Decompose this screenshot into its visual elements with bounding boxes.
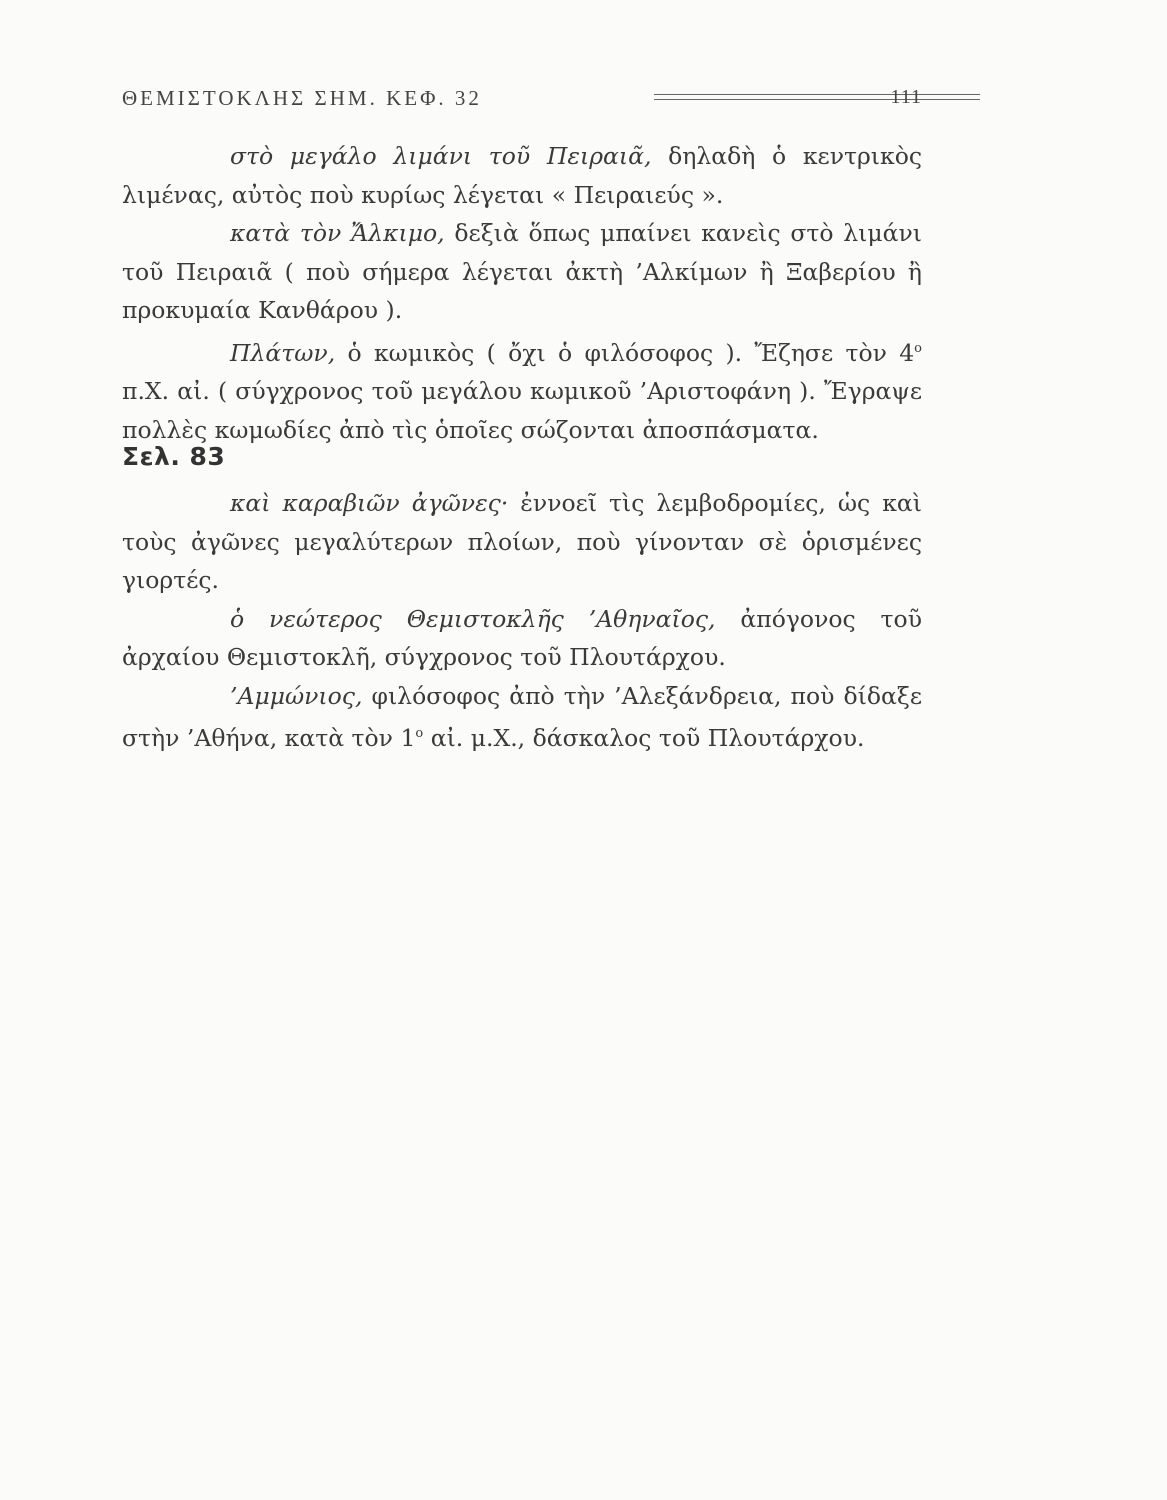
header-double-rule [654,94,980,100]
note-lemma: στὸ μεγάλο λιμάνι τοῦ Πειραιᾶ, [230,142,652,170]
running-header [122,86,922,116]
note-paragraph [122,137,922,214]
note-paragraph [122,330,922,450]
superscript-ordinal: ο [415,726,424,741]
page-number: 111 [890,86,922,108]
note-paragraph [122,484,922,600]
note-lemma: καὶ καραβιῶν ἀγῶνες· [230,489,509,517]
notes-block-2 [122,484,922,758]
note-text: ἐννοεῖ τὶς λεμβοδρομίες, ὡς καὶ τοὺς ἀγῶνες μεγαλύτερων πλοίων, ποὺ γίνονταν σὲ ὁρισμένες γιορτές. [122,489,922,594]
section-heading: Σελ. 83 [122,442,226,471]
note-text: ὁ κωμικὸς ( ὄχι ὁ φιλόσοφος ). Ἔζησε τὸν 4 [335,338,915,367]
superscript-ordinal: ο [914,340,922,356]
note-lemma: Πλάτων, [230,338,336,367]
note-lemma: κατὰ τὸν Ἄλκιμο, [230,219,445,247]
running-title: ΘΕΜΙΣΤΟΚΛΗΣ ΣΗΜ. ΚΕΦ. 32 [122,86,482,110]
note-paragraph [122,677,922,758]
note-lemma: ’Αμμώνιος, [230,681,363,710]
note-text: δηλαδὴ ὁ κεντρικὸς λιμένας, αὐτὸς ποὺ κυρίως λέγεται « Πειραιεύς ». [122,142,923,209]
note-text: φιλόσοφος ἀπὸ τὴν ’Αλεξάνδρεια, ποὺ δίδαξε στὴν ’Αθήνα, κατὰ τὸν 1 [122,681,922,752]
note-text: αἰ. μ.Χ., δάσκαλος τοῦ Πλουτάρχου. [423,724,865,752]
note-text: π.Χ. αἰ. ( σύγχρονος τοῦ μεγάλου κωμικοῦ ’Αριστοφάνη ). Ἔγραψε πολλὲς κωμωδίες ἀπὸ τὶς ὁποῖες σώζονται ἀποσπάσματα. [122,377,922,444]
note-text: ἀπόγονος τοῦ ἀρχαίου Θεμιστοκλῆ, σύγχρονος τοῦ Πλουτάρχου. [122,604,922,671]
note-text: δεξιὰ ὅπως μπαίνει κανεὶς στὸ λιμάνι τοῦ Πειραιᾶ ( ποὺ σήμερα λέγεται ἀκτὴ ’Αλκίμων ἢ Ξαβερίου ἢ προκυμαία Κανθάρου ). [122,219,922,324]
note-paragraph [122,214,922,330]
note-paragraph [122,600,922,677]
note-lemma: ὁ νεώτερος Θεμιστοκλῆς ’Αθηναῖος, [230,604,716,633]
notes-block-1 [122,137,922,449]
